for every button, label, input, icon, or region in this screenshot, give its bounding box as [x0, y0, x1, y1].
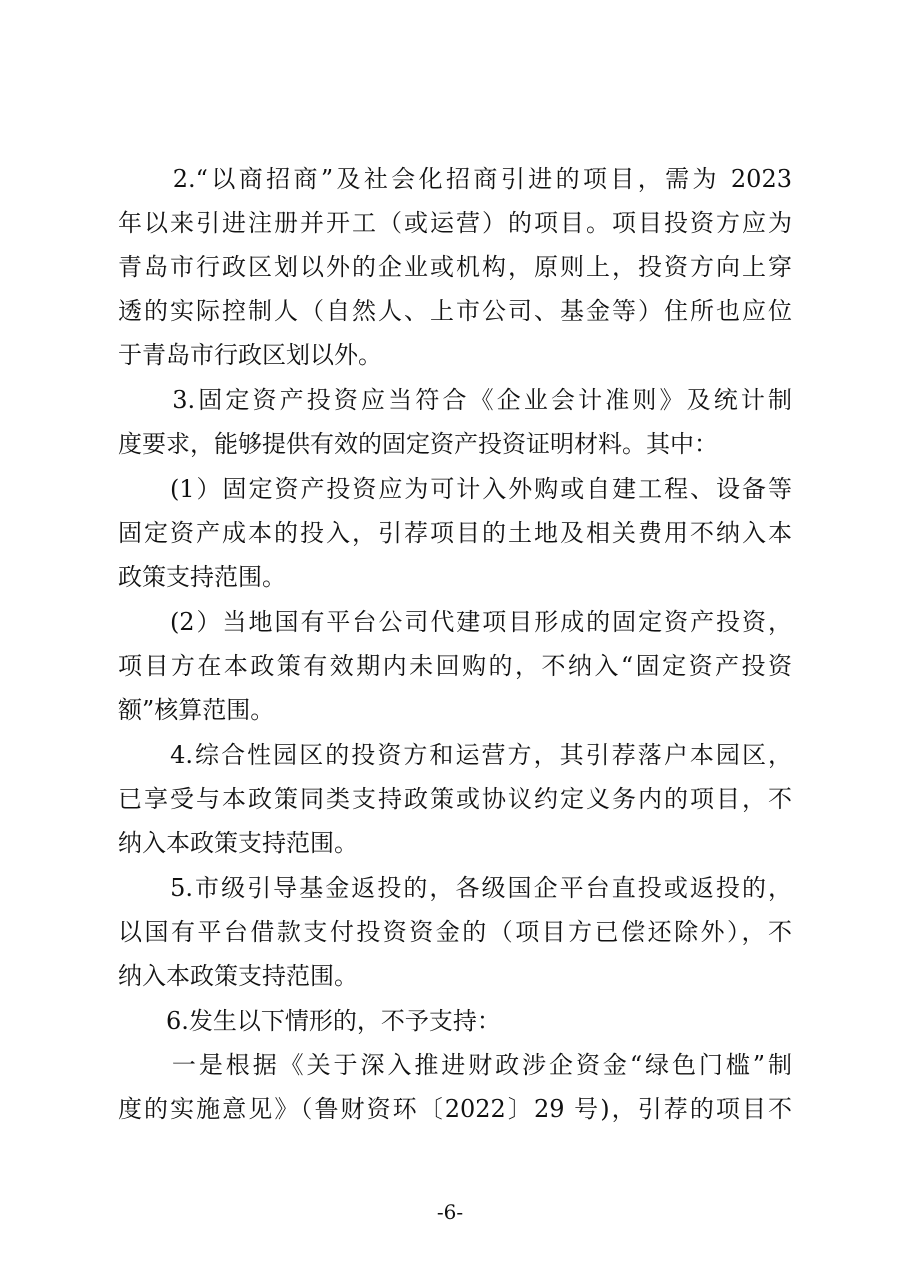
- paragraph-line: 4.综合性园区的投资方和运营方，其引荐落户本园区，: [118, 741, 792, 769]
- paragraph-line: 3.固定资产投资应当符合《企业会计准则》及统计制: [118, 386, 792, 414]
- paragraph-line: (2）当地国有平台公司代建项目形成的固定资产投资，: [118, 608, 792, 636]
- paragraph-line: (1）固定资产投资应为可计入外购或自建工程、设备等: [118, 475, 792, 503]
- paragraph-line: 年以来引进注册并开工（或运营）的项目。项目投资方应为: [118, 209, 792, 237]
- paragraph-line: 6.发生以下情形的，不予支持：: [118, 1007, 501, 1035]
- paragraph-line: 纳入本政策支持范围。: [118, 962, 358, 990]
- paragraph-line: 固定资产成本的投入，引荐项目的土地及相关费用不纳入本: [118, 519, 792, 547]
- paragraph-line: 2.“以商招商”及社会化招商引进的项目，需为 2023: [118, 165, 792, 193]
- paragraph-line: 额”核算范围。: [118, 696, 275, 724]
- paragraph-line: 度的实施意见》（鲁财资环〔2022〕29 号)，引荐的项目不: [118, 1095, 792, 1123]
- paragraph-line: 项目方在本政策有效期内未回购的，不纳入“固定资产投资: [118, 652, 792, 680]
- paragraph-line: 纳入本政策支持范围。: [118, 829, 358, 857]
- paragraph-line: 青岛市行政区划以外的企业或机构，原则上，投资方向上穿: [118, 253, 792, 281]
- paragraph-line: 度要求，能够提供有效的固定资产投资证明材料。其中：: [118, 430, 718, 458]
- paragraph-line: 一是根据《关于深入推进财政涉企资金“绿色门槛”制: [118, 1051, 792, 1079]
- paragraph-line: 于青岛市行政区划以外。: [118, 341, 382, 369]
- page-number: -6-: [436, 1200, 464, 1224]
- paragraph-line: 以国有平台借款支付投资资金的（项目方已偿还除外），不: [118, 918, 792, 946]
- paragraph-line: 已享受与本政策同类支持政策或协议约定义务内的项目，不: [118, 785, 792, 813]
- paragraph-line: 政策支持范围。: [118, 563, 286, 591]
- paragraph-line: 5.市级引导基金返投的，各级国企平台直投或返投的，: [118, 874, 792, 902]
- paragraph-line: 透的实际控制人（自然人、上市公司、基金等）住所也应位: [118, 297, 792, 325]
